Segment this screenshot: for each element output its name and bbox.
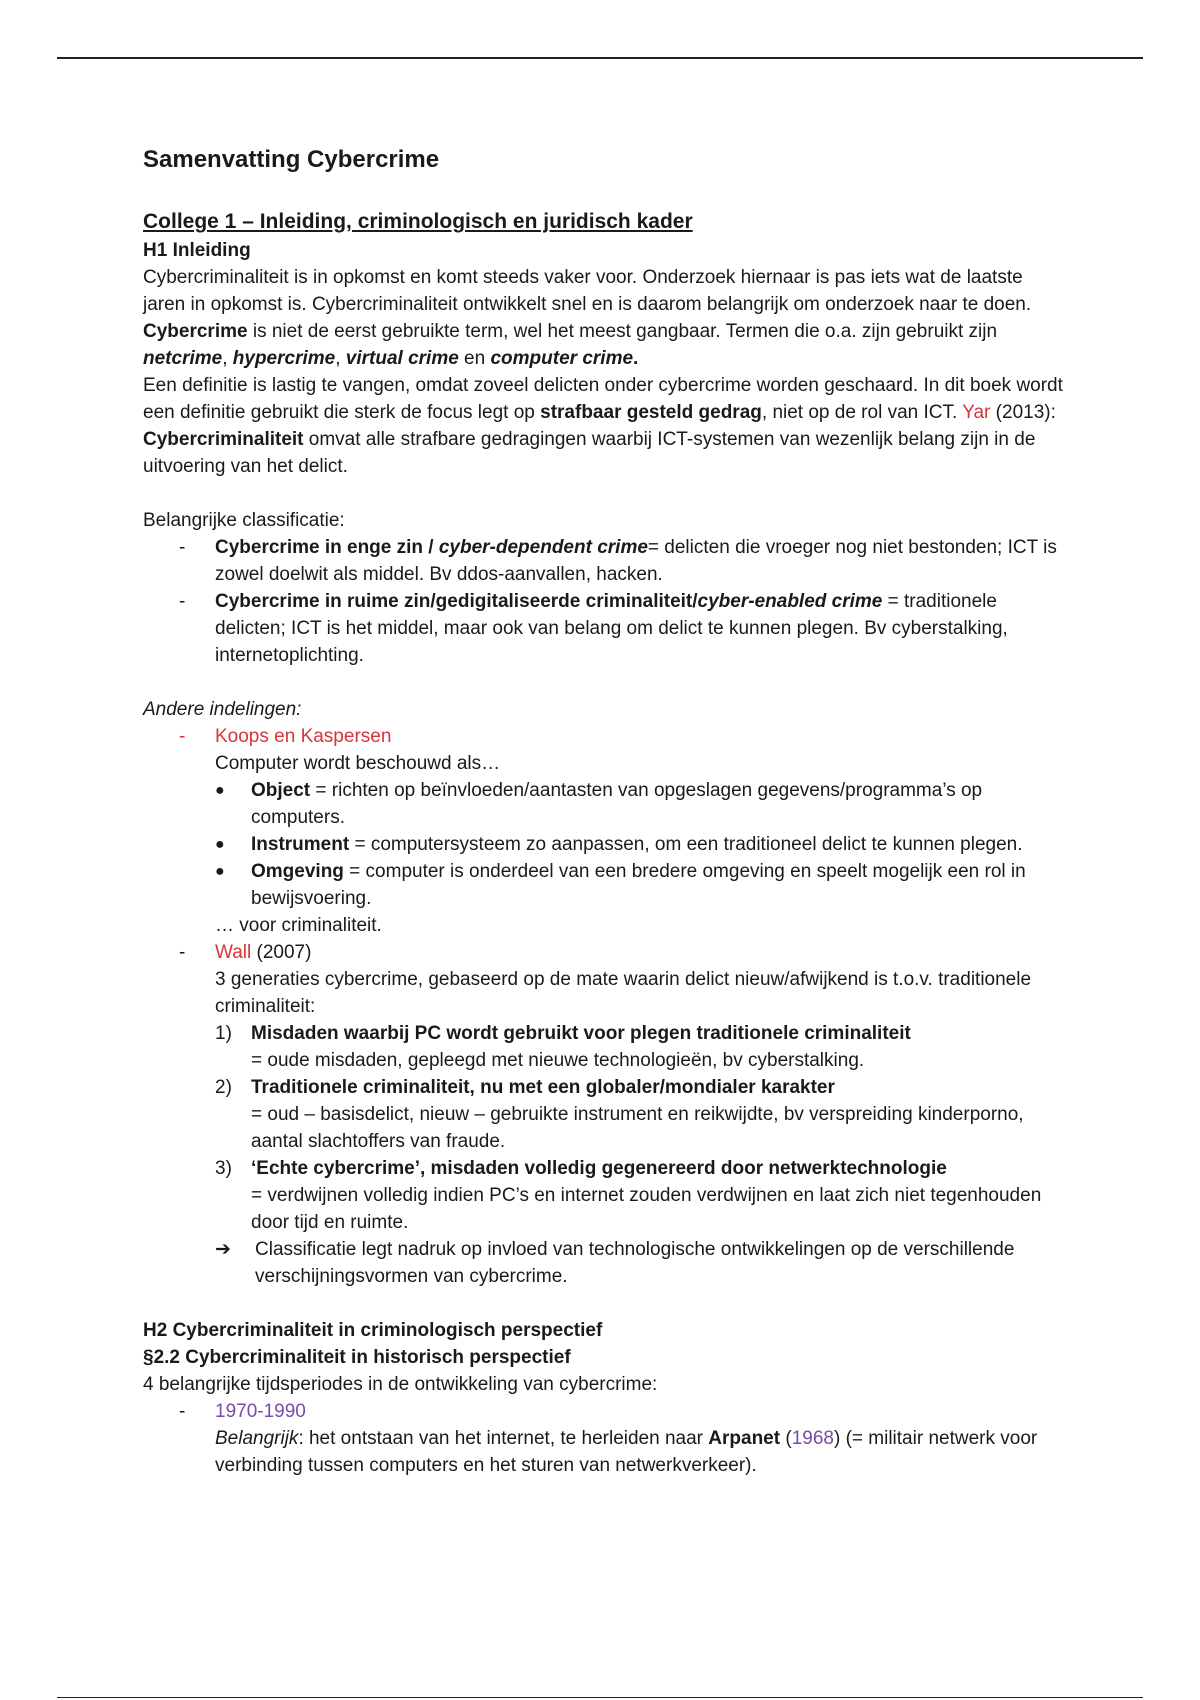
list-item: 3) ‘Echte cybercrime’, misdaden volledig gegenereerd door netwerktechnologie = verdwijnen volledig indien PC’s en internet zouden verdwijnen en laat zich niet tegenhouden door tijd en ruimte. bbox=[215, 1158, 1042, 1233]
other-classifications-list bbox=[143, 723, 1063, 1290]
term-cybercrime: Cybercrime bbox=[143, 321, 248, 342]
term-cybercriminaliteit: Cybercriminaliteit bbox=[143, 429, 304, 450]
term-virtual-crime: virtual crime bbox=[345, 348, 459, 369]
term-hypercrime: hypercrime bbox=[232, 348, 336, 369]
section-heading-h1: H1 Inleiding bbox=[143, 240, 251, 261]
dash-marker: - bbox=[179, 942, 186, 963]
list-item: 2) Traditionele criminaliteit, nu met een globaler/mondialer karakter = oud – basisdelict, nieuw – gebruikte instrument en reikwijdte, bv verspreiding kinderporno, aantal slachtoffers van fraude. bbox=[215, 1077, 1024, 1152]
dash-marker: - bbox=[179, 537, 186, 558]
author-yar: Yar bbox=[962, 402, 991, 423]
document-page bbox=[143, 143, 1063, 1479]
dash-marker: - bbox=[179, 726, 186, 747]
author-koops-kaspersen: Koops en Kaspersen bbox=[215, 726, 392, 747]
college-heading: College 1 – Inleiding, criminologisch en juridisch kader bbox=[143, 210, 693, 233]
list-item: ● Omgeving = computer is onderdeel van een bredere omgeving en speelt mogelijk een rol in bewijsvoering. bbox=[215, 858, 1063, 912]
list-item: - Cybercrime in enge zin / cyber-dependent crime= delicten die vroeger nog niet bestonden; ICT is zowel doelwit als middel. Bv ddos-aanvallen, hacken. bbox=[143, 534, 1063, 588]
other-classifications-heading: Andere indelingen: bbox=[143, 699, 302, 720]
document-title: Samenvatting Cybercrime bbox=[143, 146, 440, 173]
list-item: - Koops en Kaspersen Computer wordt beschouwd als… ● Object = richten op beïnvloeden/aantasten van opgeslagen gegevens/programma’s op computers. ● Instrument = computersysteem zo aanpassen, om een traditioneel delict te kunnen plegen. ● Omgeving = computer is onderdeel van een bredere omgeving en speelt mogelijk een rol in bewijsvoering. … voor criminaliteit. bbox=[143, 723, 1063, 939]
list-item: ● Object = richten op beïnvloeden/aantasten van opgeslagen gegevens/programma’s op computers. bbox=[215, 777, 1063, 831]
arrow-right-icon: ➔ bbox=[215, 1239, 231, 1260]
section-heading-h2: H2 Cybercriminaliteit in criminologisch perspectief bbox=[143, 1320, 603, 1341]
list-item: - Cybercrime in ruime zin/gedigitaliseerde criminaliteit/cyber-enabled crime = traditionele delicten; ICT is het middel, maar ook van belang om delict te kunnen plegen. Bv cyberstalking, internetoplichting. bbox=[143, 588, 1063, 669]
bullet-icon: ● bbox=[215, 782, 225, 799]
list-item: - 1970-1990 Belangrijk: het ontstaan van het internet, te herleiden naar Arpanet (1968) (= militair netwerk voor verbinding tussen computers en het sturen van netwerkverkeer). bbox=[143, 1398, 1063, 1479]
term-computer-crime: computer crime bbox=[490, 348, 634, 369]
classification-heading: Belangrijke classificatie: bbox=[143, 510, 345, 531]
bottom-rule bbox=[57, 1697, 1143, 1698]
periods-list bbox=[143, 1398, 1063, 1479]
classification-list bbox=[143, 534, 1063, 669]
term-arpanet: Arpanet bbox=[708, 1428, 781, 1449]
arrow-note: ➔ Classificatie legt nadruk op invloed van technologische ontwikkelingen op de verschillende verschijningsvormen van cybercrime. bbox=[215, 1236, 1063, 1290]
author-wall: Wall bbox=[215, 942, 252, 963]
periods-intro: 4 belangrijke tijdsperiodes in de ontwikkeling van cybercrime: bbox=[143, 1374, 658, 1395]
period-label: 1970-1990 bbox=[215, 1401, 306, 1422]
dash-marker: - bbox=[179, 1401, 186, 1422]
intro-paragraph-1: Cybercriminaliteit is in opkomst en komt steeds vaker voor. Onderzoek hiernaar is pas iets wat de laatste jaren in opkomst is. Cybercriminaliteit ontwikkelt snel en is daarom belangrijk om onderzoek naar te doen. bbox=[143, 267, 1032, 315]
term-netcrime: netcrime bbox=[143, 348, 223, 369]
list-item: ● Instrument = computersysteem zo aanpassen, om een traditioneel delict te kunnen plegen. bbox=[215, 831, 1063, 858]
wall-numbered-list bbox=[215, 1020, 1063, 1236]
year-1968: 1968 bbox=[791, 1428, 834, 1449]
intro-paragraph-3: Een definitie is lastig te vangen, omdat zoveel delicten onder cybercrime worden geschaard. In dit boek wordt een definitie gebruikt die sterk de focus legt op strafbaar gesteld gedrag, niet op de rol van ICT. Yar (2013): Cybercriminaliteit omvat alle strafbare gedragingen waarbij ICT-systemen van wezenlijk belang zijn in de uitvoering van het delict. bbox=[143, 375, 1063, 477]
list-item: - Wall (2007) 3 generaties cybercrime, gebaseerd op de mate waarin delict nieuw/afwijkend is t.o.v. traditionele criminaliteit: 1) Misdaden waarbij PC wordt gebruikt voor plegen traditionele criminaliteit = oude misdaden, gepleegd met nieuwe technologieën, bv cyberstalking. 2) Traditionele criminaliteit, nu met een globaler/mondialer karakter = oud – basisdelict, nieuw – gebruikte instrument en reikwijdte, bv verspreiding kinderporno, aantal slachtoffers van fraude. 3) ‘Echte cybercrime’, misdaden volledig gegenereerd door netwerktechnologie = verdwijnen volledig indien PC’s en internet zouden verdwijnen en laat zich niet tegenhouden door tijd en ruimte. ➔ Classificatie legt nadruk op invloed van technologische ontwikkelingen op de verschillende verschijningsvormen van cybercrime. bbox=[143, 939, 1063, 1290]
intro-paragraph-2: Cybercrime is niet de eerst gebruikte term, wel het meest gangbaar. Termen die o.a. zijn gebruikt zijn netcrime, hypercrime, virtual crime en computer crime. bbox=[143, 321, 998, 369]
dash-marker: - bbox=[179, 591, 186, 612]
koops-bullet-list bbox=[215, 777, 1063, 912]
bullet-icon: ● bbox=[215, 836, 225, 853]
list-item: 1) Misdaden waarbij PC wordt gebruikt voor plegen traditionele criminaliteit = oude misdaden, gepleegd met nieuwe technologieën, bv cyberstalking. bbox=[215, 1023, 911, 1071]
bullet-icon: ● bbox=[215, 863, 225, 880]
top-rule bbox=[57, 57, 1143, 59]
term-strafbaar-gedrag: strafbaar gesteld gedrag bbox=[540, 402, 762, 423]
subsection-heading: §2.2 Cybercriminaliteit in historisch perspectief bbox=[143, 1347, 571, 1368]
